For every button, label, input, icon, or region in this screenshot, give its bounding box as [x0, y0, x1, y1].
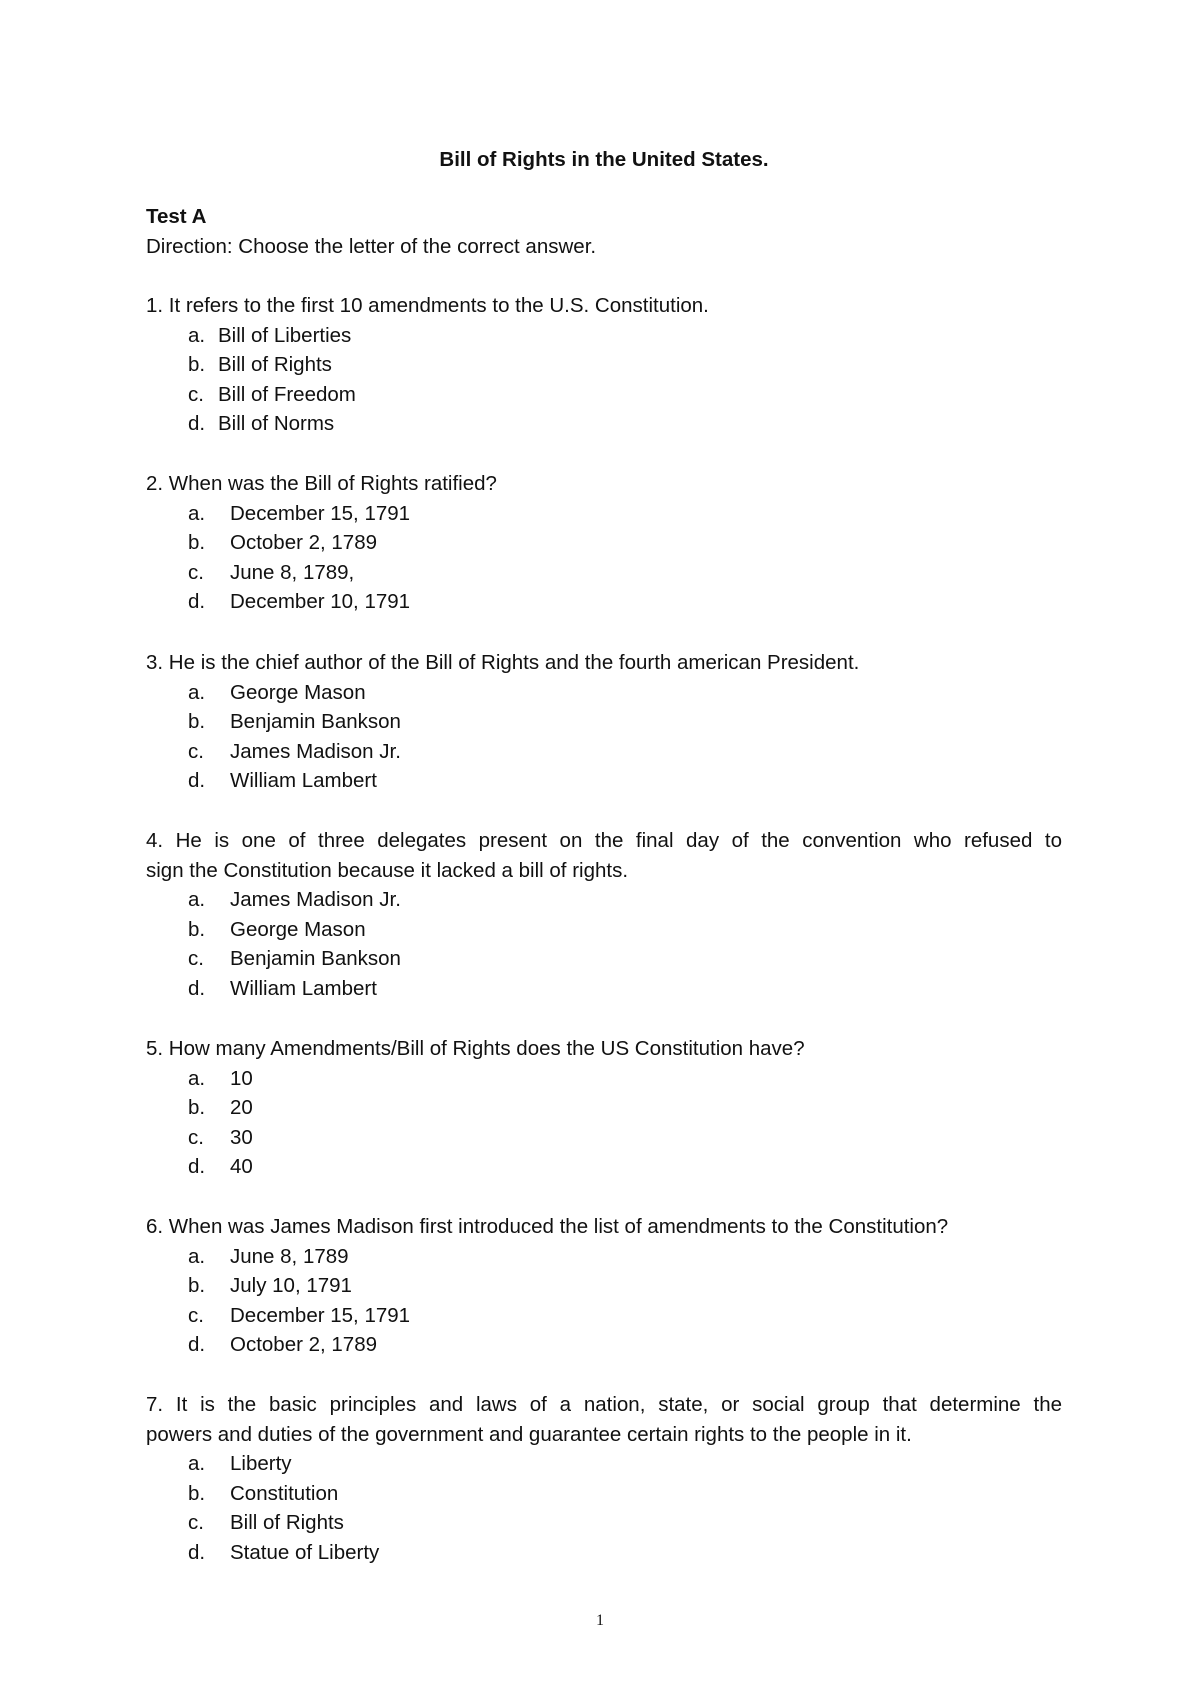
option-a: [146, 1242, 1062, 1272]
option-text: James Madison Jr.: [230, 739, 401, 763]
option-letter: a.: [188, 323, 206, 347]
directions-text: Direction: Choose the letter of the correct answer.: [146, 235, 597, 258]
option-letter: d.: [188, 412, 206, 436]
option-b: [146, 915, 1062, 945]
option-a: [146, 678, 1062, 708]
question-7: [146, 1390, 1062, 1567]
option-letter: a.: [188, 501, 206, 525]
option-list: [146, 1064, 1062, 1182]
option-letter: d.: [188, 1155, 206, 1179]
option-list: [146, 1242, 1062, 1360]
option-letter: b.: [188, 710, 206, 734]
question-stem-line-1: 7. It is the basic principles and laws of a nation, state, or social group that determine the: [146, 1393, 1062, 1416]
option-a: [146, 1449, 1062, 1479]
option-letter: a.: [188, 1452, 206, 1475]
option-letter: c.: [188, 382, 204, 406]
option-b: [146, 350, 1062, 380]
option-letter: a.: [188, 1066, 206, 1090]
option-c: [146, 380, 1062, 410]
option-c: [146, 944, 1062, 974]
option-text: George Mason: [230, 680, 366, 704]
option-c: [146, 1301, 1062, 1331]
option-d: [146, 1152, 1062, 1182]
option-b: [146, 528, 1062, 558]
option-text: June 8, 1789: [230, 1244, 349, 1268]
option-text: October 2, 1789: [230, 531, 378, 555]
option-text: 20: [230, 1096, 253, 1120]
option-text: Benjamin Bankson: [230, 947, 401, 971]
option-text: Bill of Rights: [218, 353, 332, 377]
option-text: Constitution: [230, 1481, 339, 1505]
option-text: December 15, 1791: [230, 1303, 411, 1327]
option-letter: c.: [188, 1125, 204, 1149]
option-letter: c.: [188, 947, 204, 971]
question-4: [146, 826, 1062, 1003]
option-letter: c.: [188, 739, 204, 763]
option-c: [146, 1508, 1062, 1538]
option-list: [146, 499, 1062, 617]
option-letter: a.: [188, 1244, 206, 1268]
option-letter: d.: [188, 590, 206, 614]
option-a: [146, 321, 1062, 351]
option-text: July 10, 1791: [230, 1274, 352, 1298]
option-d: [146, 587, 1062, 617]
option-text: 40: [230, 1155, 253, 1179]
option-text: December 10, 1791: [230, 590, 411, 614]
option-text: Liberty: [230, 1452, 292, 1475]
option-letter: d.: [188, 1540, 206, 1564]
option-d: [146, 1330, 1062, 1360]
option-letter: b.: [188, 1481, 206, 1505]
option-text: 30: [230, 1125, 253, 1149]
option-b: [146, 1093, 1062, 1123]
question-stem-line-1: 4. He is one of three delegates present on the final day of the convention who refused to: [146, 829, 1062, 852]
question-stem: 1. It refers to the first 10 amendments to the U.S. Constitution.: [146, 294, 709, 317]
option-letter: c.: [188, 560, 204, 584]
question-3: [146, 648, 1062, 796]
option-d: [146, 1538, 1062, 1568]
option-c: [146, 737, 1062, 767]
option-text: December 15, 1791: [230, 501, 411, 525]
option-letter: d.: [188, 769, 206, 793]
option-letter: b.: [188, 1096, 206, 1120]
question-stem: 2. When was the Bill of Rights ratified?: [146, 472, 497, 495]
question-6: [146, 1212, 1062, 1360]
option-letter: b.: [188, 1274, 206, 1298]
option-d: [146, 766, 1062, 796]
option-c: [146, 558, 1062, 588]
option-a: [146, 1064, 1062, 1094]
option-d: [146, 974, 1062, 1004]
question-stem: 6. When was James Madison first introduced the list of amendments to the Constitution?: [146, 1215, 949, 1238]
option-letter: c.: [188, 1511, 204, 1535]
option-letter: d.: [188, 976, 206, 1000]
question-stem: 3. He is the chief author of the Bill of Rights and the fourth american President.: [146, 651, 860, 674]
option-letter: b.: [188, 917, 206, 941]
question-5: [146, 1034, 1062, 1182]
option-text: 10: [230, 1066, 253, 1090]
question-stem: 5. How many Amendments/Bill of Rights does the US Constitution have?: [146, 1037, 805, 1060]
option-a: [146, 499, 1062, 529]
option-b: [146, 1271, 1062, 1301]
option-letter: a.: [188, 680, 206, 704]
option-text: Bill of Freedom: [218, 382, 356, 406]
option-b: [146, 707, 1062, 737]
question-1: [146, 291, 1062, 439]
option-text: George Mason: [230, 917, 366, 941]
option-list: [146, 321, 1062, 439]
option-list: [146, 678, 1062, 796]
option-text: Bill of Norms: [218, 412, 335, 436]
option-letter: a.: [188, 888, 206, 911]
option-a: [146, 885, 1062, 915]
option-letter: b.: [188, 531, 206, 555]
option-text: James Madison Jr.: [230, 888, 401, 911]
option-text: June 8, 1789,: [230, 560, 355, 584]
option-c: [146, 1123, 1062, 1153]
option-b: [146, 1479, 1062, 1509]
option-letter: c.: [188, 1303, 204, 1327]
option-list: [146, 1449, 1062, 1567]
option-letter: d.: [188, 1333, 206, 1357]
test-label: Test A: [146, 205, 207, 228]
option-text: Statue of Liberty: [230, 1540, 380, 1564]
document-title: Bill of Rights in the United States.: [439, 148, 769, 171]
option-text: Benjamin Bankson: [230, 710, 401, 734]
option-text: Bill of Liberties: [218, 323, 352, 347]
question-stem-line-2: sign the Constitution because it lacked a bill of rights.: [146, 858, 629, 882]
question-stem-line-2: powers and duties of the government and guarantee certain rights to the people in it.: [146, 1422, 912, 1446]
option-text: William Lambert: [230, 769, 377, 793]
option-d: [146, 409, 1062, 439]
option-list: [146, 885, 1062, 1003]
option-letter: b.: [188, 353, 206, 377]
question-2: [146, 469, 1062, 617]
page-number: 1: [596, 1612, 604, 1629]
option-text: William Lambert: [230, 976, 377, 1000]
option-text: October 2, 1789: [230, 1333, 378, 1357]
option-text: Bill of Rights: [230, 1511, 344, 1535]
